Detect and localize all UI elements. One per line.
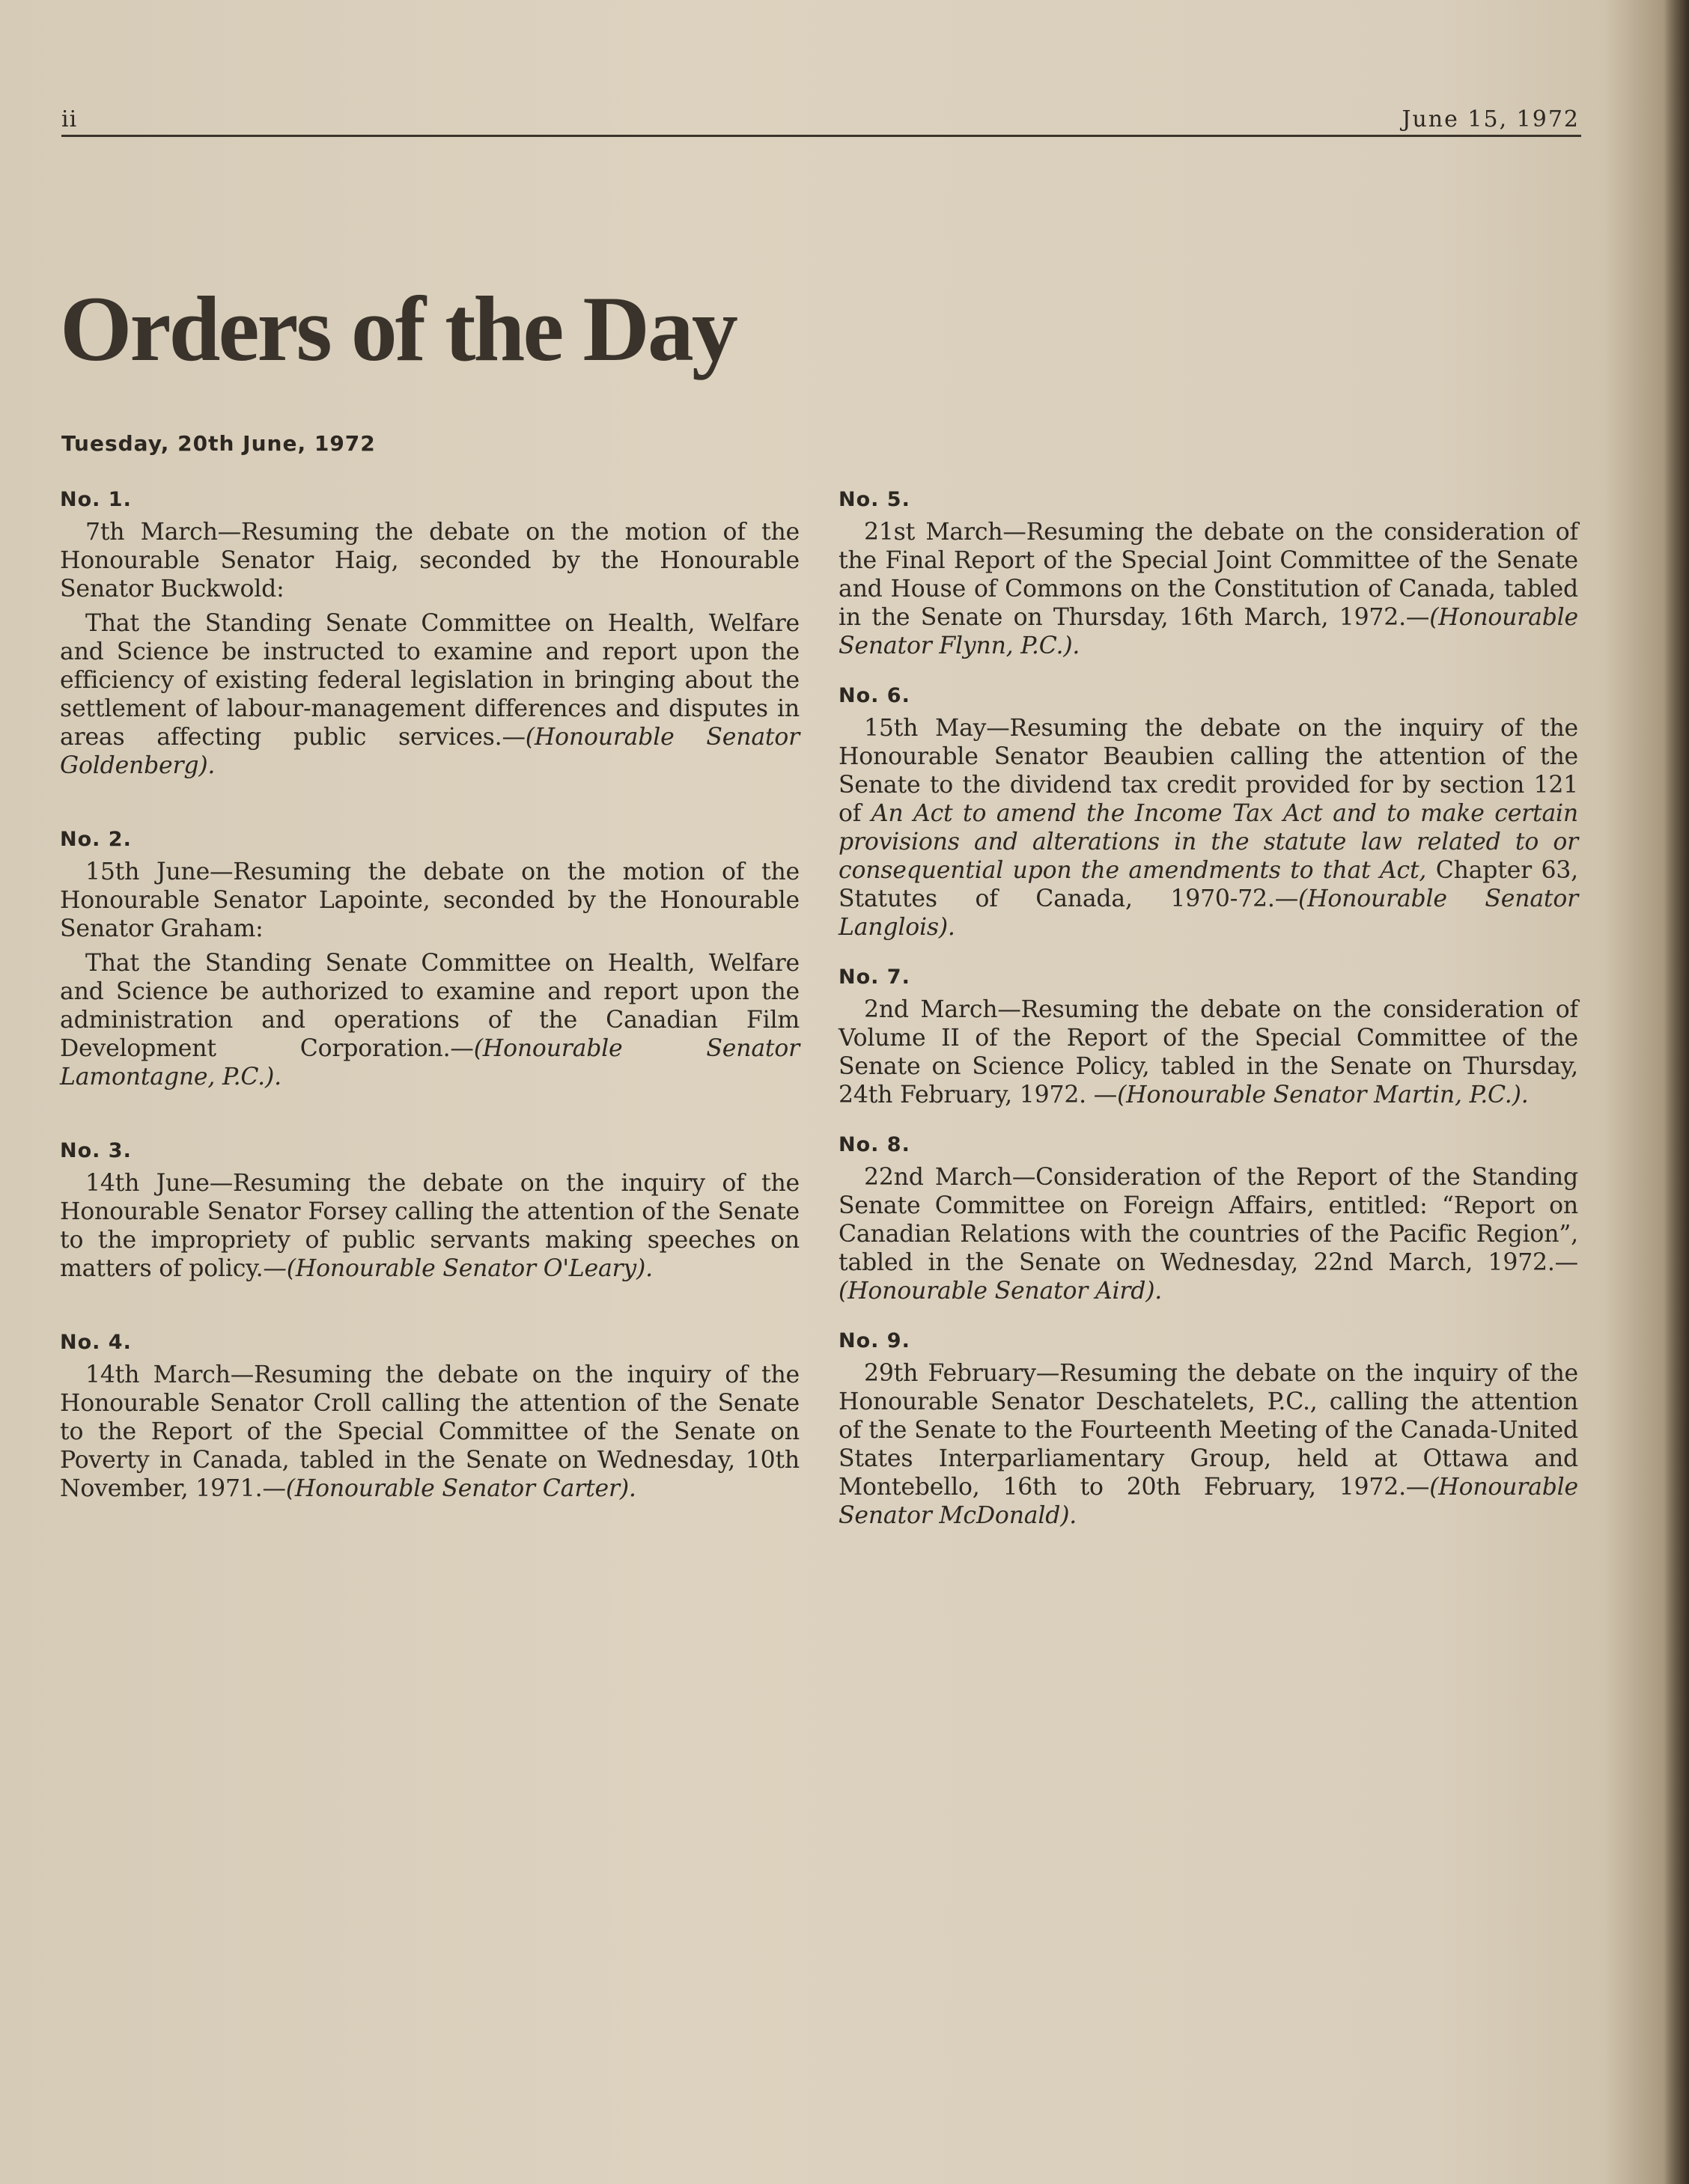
order-text: 7th March—Resuming the debate on the motion of the Honourable Senator Haig, seconded by the Honourable Senator Buckwold:: [60, 519, 800, 603]
order-sponsor: (Honourable Senator O'Leary).: [286, 1255, 653, 1282]
order-number: No. 6.: [839, 684, 910, 707]
order-text: 21st March—Resuming the debate on the consideration of the Final Report of the Special Joint Committee of the Senate and House of Commons on the Constitution of Canada, tabled in the Senate on Thursday, 16th March, 1972.—(Honourable Senator Flynn, P.C.).: [839, 519, 1578, 659]
order-item-4: [60, 1329, 800, 1503]
order-text: 22nd March—Consideration of the Report of the Standing Senate Committee on Foreign Affairs, entitled: “Report on Canadian Relations with the countries of the Pacific Region”, tabled in the Senate on Wednesday, 22nd March, 1972.—(Honourable Senator Aird).: [839, 1164, 1578, 1305]
order-item-6: [839, 683, 1578, 942]
order-item-1: [60, 486, 800, 780]
page-title: Orders of the Day: [60, 278, 736, 380]
order-number: No. 4.: [60, 1331, 132, 1354]
order-number: No. 5.: [839, 488, 910, 511]
order-item-8: [839, 1132, 1578, 1305]
order-number: No. 3.: [60, 1139, 132, 1162]
order-sponsor: (Honourable Senator Carter).: [285, 1475, 636, 1502]
order-item-2: [60, 826, 800, 1091]
act-title: An Act to amend the Income Tax Act and to make certain provisions and alterations in the statute law related to or consequential upon the amendments to that Act,: [839, 800, 1578, 884]
order-text: 29th February—Resuming the debate on the inquiry of the Honourable Senator Deschatelets, P.C., calling the attention of the Senate to the Fourteenth Meeting of the Canada-United States Interparliamentary Group, held at Ottawa and Montebello, 16th to 20th February, 1972.—(Honourable Senator McDonald).: [839, 1360, 1578, 1529]
page-number: ii: [61, 106, 78, 132]
order-sponsor: (Honourable Senator Lamontagne, P.C.).: [60, 1035, 800, 1091]
order-sponsor: (Honourable Senator Martin, P.C.).: [1117, 1082, 1529, 1108]
page-header: [61, 106, 1581, 137]
right-column: [839, 486, 1578, 1552]
order-motion: That the Standing Senate Committee on Health, Welfare and Science be instructed to examine and report upon the efficiency of existing federal legislation in bringing about the settlement of labour-management differences and disputes in areas affecting public services.—(Honourable Senator Goldenberg).: [60, 610, 800, 779]
order-text: 2nd March—Resuming the debate on the consideration of Volume II of the Report of the Special Committee of the Senate on Science Policy, tabled in the Senate on Thursday, 24th February, 1972. —(Honourable Senator Martin, P.C.).: [839, 996, 1578, 1108]
order-sponsor: (Honourable Senator Flynn, P.C.).: [839, 604, 1578, 659]
order-item-3: [60, 1138, 800, 1283]
order-text: 15th May—Resuming the debate on the inquiry of the Honourable Senator Beaubien calling the attention of the Senate to the dividend tax credit provided for by section 121 of An Act to amend the Income Tax Act and to make certain provisions and alterations in the statute law related to or consequential upon the amendments to that Act, Chapter 63, Statutes of Canada, 1970-72.—(Honourable Senator Langlois).: [839, 715, 1578, 941]
order-number: No. 1.: [60, 488, 132, 511]
order-text: 14th March—Resuming the debate on the inquiry of the Honourable Senator Croll calling the attention of the Senate to the Report of the Special Committee of the Senate on Poverty in Canada, tabled in the Senate on Wednesday, 10th November, 1971.—(Honourable Senator Carter).: [60, 1361, 800, 1502]
order-sponsor: (Honourable Senator Langlois).: [839, 885, 1578, 941]
order-number: No. 8.: [839, 1133, 910, 1156]
order-number: No. 2.: [60, 828, 132, 851]
order-number: No. 7.: [839, 966, 910, 989]
order-sponsor: (Honourable Senator McDonald).: [839, 1474, 1578, 1529]
order-motion: That the Standing Senate Committee on Health, Welfare and Science be authorized to examine and report upon the administration and operations of the Canadian Film Development Corporation.—(Honourable Senator Lamontagne, P.C.).: [60, 950, 800, 1091]
left-column: [60, 486, 800, 1549]
order-item-7: [839, 964, 1578, 1109]
order-sponsor: (Honourable Senator Goldenberg).: [60, 724, 800, 779]
order-sponsor: (Honourable Senator Aird).: [839, 1278, 1163, 1305]
book-spine-shadow: [1664, 0, 1689, 2184]
order-item-5: [839, 486, 1578, 660]
order-number: No. 9.: [839, 1329, 910, 1352]
header-date: June 15, 1972: [1402, 106, 1580, 132]
order-text: 14th June—Resuming the debate on the inquiry of the Honourable Senator Forsey calling the attention of the Senate to the impropriety of public servants making speeches on matters of policy.—(Honourable Senator O'Leary).: [60, 1170, 800, 1282]
order-text: 15th June—Resuming the debate on the motion of the Honourable Senator Lapointe, seconded by the Honourable Senator Graham:: [60, 858, 800, 942]
order-item-9: [839, 1328, 1578, 1530]
sitting-date: Tuesday, 20th June, 1972: [61, 431, 376, 456]
